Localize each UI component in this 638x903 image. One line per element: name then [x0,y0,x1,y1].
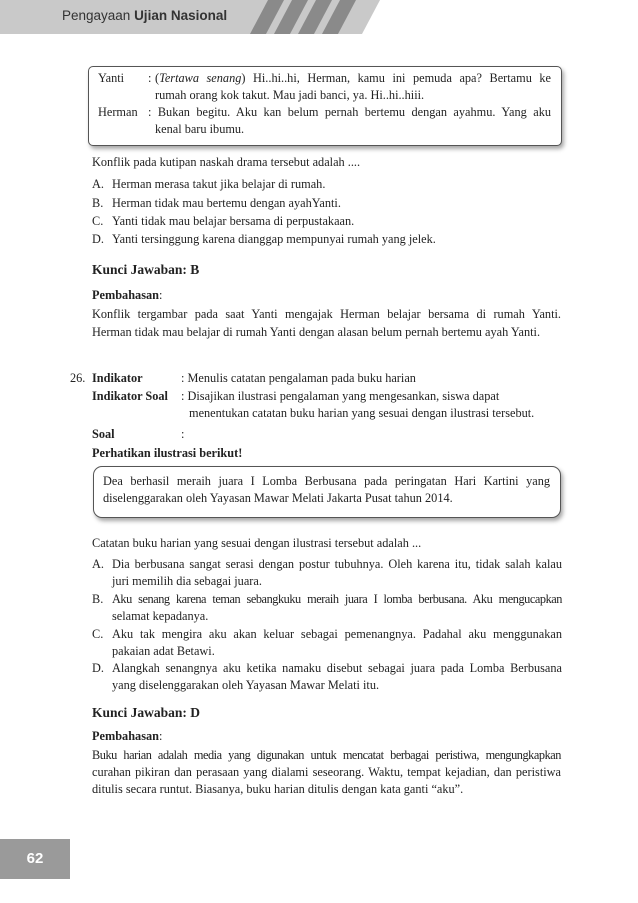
q26-soal-label: Soal [92,427,115,441]
q26-indikator-soal-label: Indikator Soal [92,389,168,403]
illustration-line: diselenggarakan oleh Yayasan Mawar Melati Jakarta Pusat tahun 2014. [103,491,453,505]
q26-option-b-line-1: Aku senang karena teman sebangkuku meraih juara I lomba berbusana. Aku mengucapkan [112,592,562,606]
page-number-tab [0,839,70,879]
q25-option-c: Yanti tidak mau belajar bersama di perpustakaan. [112,214,355,228]
q25-discussion-label: Pembahasan: [92,288,163,302]
q26-number: 26. [70,371,86,385]
q26-discussion-line: ditulis secara runtut. Biasanya, buku harian ditulis dengan kata ganti “aku”. [92,782,464,796]
q26-soal-colon: : [181,427,185,441]
q26-option-c-line-2: pakaian adat Betawi. [112,644,215,658]
q25-option-letter: C. [92,214,104,228]
q25-option-letter: A. [92,177,104,191]
herman-line-1: : Bukan begitu. Aku kan belum pernah bertemu dengan ayahmu. Yang aku [148,105,551,119]
q26-option-letter: D. [92,661,104,675]
q25-option-a: Herman merasa takut jika belajar di rumah. [112,177,326,191]
q26-option-d-line-2: yang diselenggarakan oleh Yayasan Mawar Melati itu. [112,678,380,692]
page-number: 62 [26,850,44,867]
yanti-line-1: (Tertawa senang) Hi..hi..hi, Herman, kamu ini pemuda apa? Bertamu ke [155,71,552,85]
yanti-line-2: rumah orang kok takut. Mau jadi banci, ya. Hi..hi..hiii. [155,88,425,102]
q25-discussion-line: Herman tidak mau belajar di rumah Yanti dengan alasan belum pernah bertemu ayah Yanti. [92,325,541,339]
speaker-yanti: Yanti [98,71,125,85]
q26-discussion-line: curahan pikiran dan perasaan yang dialami seseorang. Waktu, tempat kejadian, dan peristiwa [92,765,561,779]
q26-discussion-label: Pembahasan: [92,729,163,743]
q25-option-d: Yanti tersinggung karena dianggap mempunyai rumah yang jelek. [112,232,436,246]
q25-question: Konflik pada kutipan naskah drama tersebut adalah .... [92,155,361,169]
q26-indikator-value: : Menulis catatan pengalaman pada buku harian [181,371,416,385]
q25-option-letter: B. [92,196,104,210]
q26-option-letter: A. [92,557,104,571]
q26-indikator-label: Indikator [92,371,143,385]
q26-option-c-line-1: Aku tak mengira aku akan keluar sebagai pemenangnya. Padahal aku menggunakan [112,627,562,641]
q25-option-letter: D. [92,232,104,246]
q26-option-d-line-1: Alangkah senangnya aku ketika namaku disebut sebagai juara pada Lomba Berbusana [112,661,562,675]
speaker-herman: Herman [98,105,138,119]
q26-prompt: Perhatikan ilustrasi berikut! [92,446,243,460]
q26-answer-key: Kunci Jawaban: D [92,705,201,720]
q26-discussion-line: Buku harian adalah media yang digunakan untuk mencatat berbagai peristiwa, mengungkapkan [92,748,561,762]
q26-indikator-soal-line-1: : Disajikan ilustrasi pengalaman yang mengesankan, siswa dapat [181,389,500,403]
illustration-line: Dea berhasil meraih juara I Lomba Berbusana pada peringatan Hari Kartini yang [103,474,550,488]
header-title: Pengayaan Ujian Nasional [62,8,228,23]
q26-option-a-line-2: juri memilih dia sebagai juara. [112,574,262,588]
q25-option-b: Herman tidak mau bertemu dengan ayahYanti. [112,196,341,210]
q26-option-b-line-2: selamat kepadanya. [112,609,209,623]
q26-option-a-line-1: Dia berbusana sangat serasi dengan postur tubuhnya. Oleh karena itu, tidak salah kalau [112,557,562,571]
q26-option-letter: C. [92,627,104,641]
q25-answer-key: Kunci Jawaban: B [92,262,200,277]
q25-discussion-line: Konflik tergambar pada saat Yanti mengajak Herman belajar bersama di rumah Yanti. [92,307,561,321]
herman-line-2: kenal baru ibumu. [155,122,245,136]
q26-question: Catatan buku harian yang sesuai dengan ilustrasi tersebut adalah ... [92,536,422,550]
q26-indikator-soal-line-2: menentukan catatan buku harian yang sesuai dengan ilustrasi tersebut. [189,406,535,420]
q26-option-letter: B. [92,592,104,606]
speaker-colon: : [148,71,152,85]
